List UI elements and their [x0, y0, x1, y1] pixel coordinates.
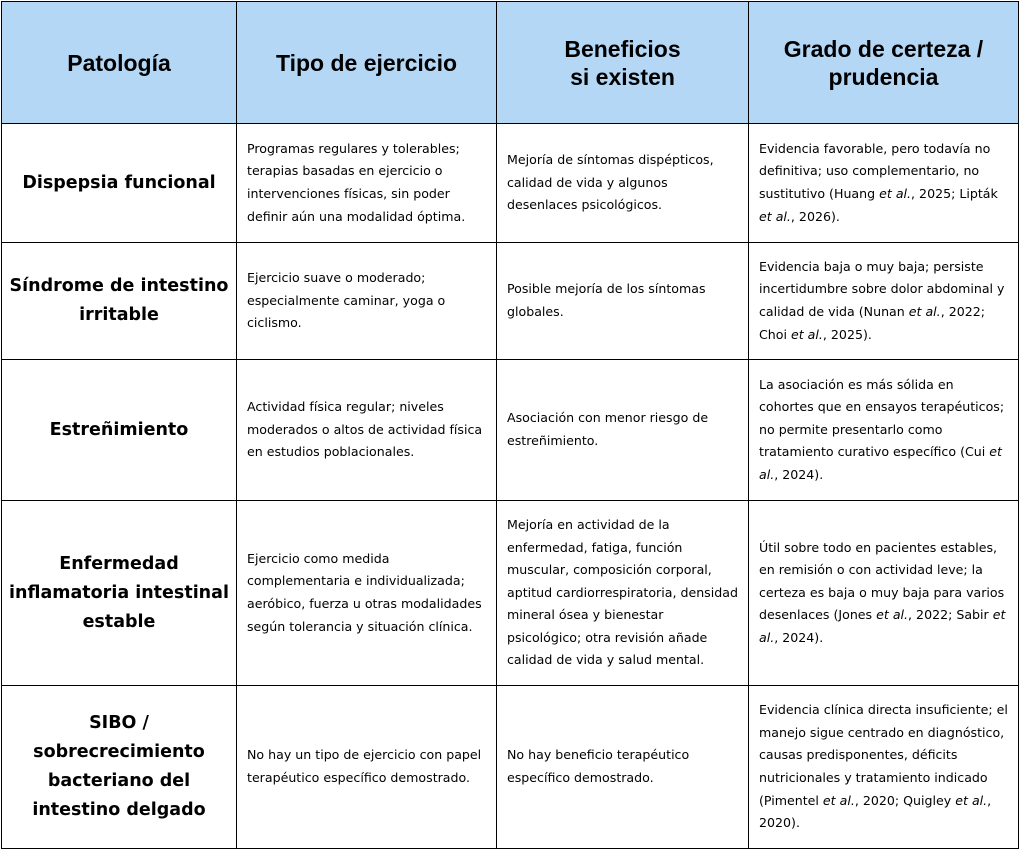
pathology-cell: SIBO / sobrecrecimiento bacteriano del intestino delgado	[2, 686, 237, 849]
exercise-cell: Actividad física regular; niveles moderados o altos de actividad física en estudios poblacionales.	[237, 360, 497, 501]
exercise-cell: No hay un tipo de ejercicio con papel terapéutico específico demostrado.	[237, 686, 497, 849]
certainty-cell: Evidencia baja o muy baja; persiste incertidumbre sobre dolor abdominal y calidad de vida (Nunan et al., 2022; Choi et al., 2025).	[749, 243, 1019, 360]
citation-et-al: et al.	[759, 208, 791, 224]
table-row	[2, 501, 1019, 686]
pathology-cell: Síndrome de intestino irritable	[2, 243, 237, 360]
exercise-cell: Programas regulares y tolerables; terapias basadas en ejercicio o intervenciones físicas, sin poder definir aún una modalidad óptima.	[237, 124, 497, 243]
table-row	[2, 360, 1019, 501]
header-benefits: Beneficios si existen	[497, 2, 749, 124]
benefits-cell: Mejoría de síntomas dispépticos, calidad de vida y algunos desenlaces psicológicos.	[497, 124, 749, 243]
exercise-cell: Ejercicio como medida complementaria e individualizada; aeróbico, fuerza u otras modalidades según tolerancia y situación clínica.	[237, 501, 497, 686]
table-row	[2, 686, 1019, 849]
certainty-cell: Evidencia clínica directa insuficiente; el manejo sigue centrado en diagnóstico, causas predisponentes, déficits nutricionales y tratamiento indicado (Pimentel et al., 2020; Quigley et al., 2020).	[749, 686, 1019, 849]
header-row	[2, 2, 1019, 124]
certainty-cell: Evidencia favorable, pero todavía no definitiva; uso complementario, no sustitutivo (Huang et al., 2025; Lipták et al., 2026).	[749, 124, 1019, 243]
benefits-cell: No hay beneficio terapéutico específico demostrado.	[497, 686, 749, 849]
pathology-cell: Estreñimiento	[2, 360, 237, 501]
exercise-cell: Ejercicio suave o moderado; especialmente caminar, yoga o ciclismo.	[237, 243, 497, 360]
citation-et-al: et al.	[790, 326, 823, 342]
benefits-cell: Posible mejoría de los síntomas globales.	[497, 243, 749, 360]
citation-et-al: et al.	[759, 607, 1006, 645]
certainty-cell: Útil sobre todo en pacientes estables, en remisión o con actividad leve; la certeza es baja o muy baja para varios desenlaces (Jones et al., 2022; Sabir et al., 2024).	[749, 501, 1019, 686]
benefits-cell: Mejoría en actividad de la enfermedad, fatiga, función muscular, composición corporal, aptitud cardiorrespiratoria, densidad mineral ósea y bienestar psicológico; otra revisión añade calidad de vida y salud mental.	[497, 501, 749, 686]
pathology-cell: Enfermedad inflamatoria intestinal estable	[2, 501, 237, 686]
citation-et-al: et al.	[876, 607, 909, 623]
pathology-cell: Dispepsia funcional	[2, 124, 237, 243]
benefits-cell: Asociación con menor riesgo de estreñimiento.	[497, 360, 749, 501]
citation-et-al: et al.	[759, 444, 1002, 482]
citation-et-al: et al.	[879, 186, 912, 201]
exercise-pathology-table	[1, 1, 1019, 849]
header-pathology: Patología	[2, 2, 237, 124]
citation-et-al: et al.	[822, 792, 855, 808]
header-certainty: Grado de certeza / prudencia	[749, 2, 1019, 124]
citation-et-al: et al.	[908, 304, 941, 319]
header-exercise-type: Tipo de ejercicio	[237, 2, 497, 124]
certainty-cell: La asociación es más sólida en cohortes que en ensayos terapéuticos; no permite presentarlo como tratamiento curativo específico (Cui et al., 2024).	[749, 360, 1019, 501]
citation-et-al: et al.	[955, 792, 988, 808]
table-row	[2, 124, 1019, 243]
table-row	[2, 243, 1019, 360]
